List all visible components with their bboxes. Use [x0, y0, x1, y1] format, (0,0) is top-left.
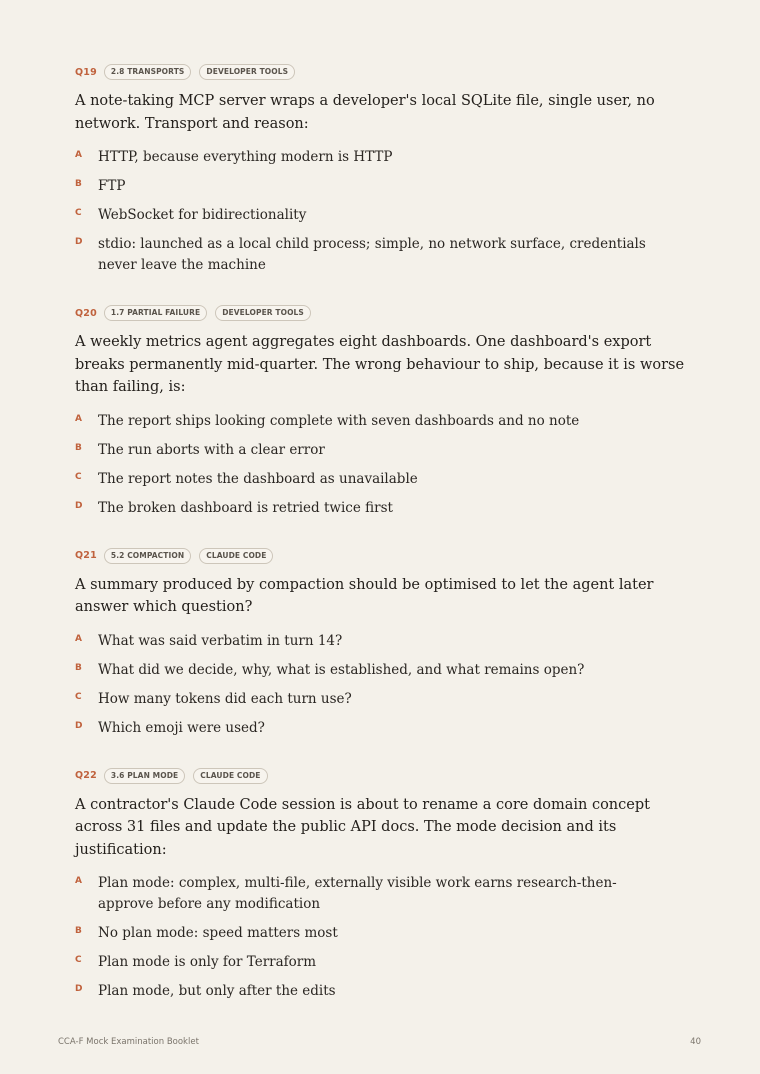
option-letter: C	[75, 691, 82, 702]
option-letter: B	[75, 179, 82, 189]
answer-option	[75, 498, 695, 519]
option-text: Plan mode: complex, multi-file, externally visible work earns research-then-approve before any modification	[98, 875, 617, 912]
booklet-title: CCA-F Mock Examination Booklet	[58, 1037, 199, 1047]
option-letter: A	[75, 876, 82, 886]
option-text: Which emoji were used?	[98, 719, 265, 736]
option-text: What did we decide, why, what is established, and what remains open?	[98, 661, 585, 678]
question-number: Q21	[75, 550, 97, 561]
topic-tag: 3.6 PLAN MODE	[104, 768, 185, 784]
option-text: stdio: launched as a local child process; simple, no network surface, credentials never leave the machine	[98, 236, 646, 273]
option-text: The report ships looking complete with seven dashboards and no note	[98, 412, 580, 429]
answer-options	[75, 873, 695, 1002]
question-number: Q22	[75, 770, 97, 781]
domain-tag: DEVELOPER TOOLS	[215, 305, 311, 321]
question-block	[75, 64, 695, 276]
question-header	[75, 64, 695, 80]
topic-tag: 5.2 COMPACTION	[104, 548, 191, 564]
option-text: The broken dashboard is retried twice first	[98, 499, 393, 516]
option-letter: C	[75, 955, 82, 965]
answer-option	[75, 147, 695, 168]
answer-option	[75, 689, 695, 710]
question-header	[75, 305, 695, 321]
option-text: FTP	[98, 178, 126, 194]
option-letter: A	[75, 413, 82, 424]
question-list	[75, 64, 695, 1031]
question-header	[75, 768, 695, 784]
option-letter: D	[75, 720, 83, 731]
answer-option	[75, 631, 695, 652]
answer-option	[75, 952, 695, 973]
option-text: WebSocket for bidirectionality	[98, 207, 307, 223]
option-text: The run aborts with a clear error	[98, 441, 325, 458]
option-text: How many tokens did each turn use?	[98, 690, 352, 707]
option-letter: D	[75, 500, 83, 511]
question-stem: A contractor's Claude Code session is about to rename a core domain concept across 31 files and update the public API docs. The mode decision and its justification:	[75, 796, 650, 858]
option-letter: B	[75, 926, 82, 936]
option-letter: A	[75, 633, 82, 644]
answer-option	[75, 981, 695, 1002]
page-number: 40	[690, 1037, 701, 1047]
option-letter: C	[75, 208, 82, 218]
domain-tag: DEVELOPER TOOLS	[199, 64, 295, 80]
answer-options	[75, 147, 695, 276]
question-number: Q20	[75, 307, 97, 319]
option-text: HTTP, because everything modern is HTTP	[98, 149, 393, 165]
answer-option	[75, 873, 695, 915]
option-letter: C	[75, 471, 82, 482]
question-block	[75, 548, 695, 739]
answer-option	[75, 469, 695, 490]
answer-options	[75, 411, 695, 519]
question-block	[75, 305, 695, 519]
option-letter: D	[75, 237, 83, 247]
answer-option	[75, 234, 695, 276]
option-letter: B	[75, 662, 82, 673]
answer-options	[75, 631, 695, 739]
question-stem: A note-taking MCP server wraps a developer's local SQLite file, single user, no network. Transport and reason:	[75, 93, 655, 132]
question-number: Q19	[75, 66, 97, 78]
topic-tag: 1.7 PARTIAL FAILURE	[104, 305, 207, 321]
answer-option	[75, 718, 695, 739]
answer-option	[75, 440, 695, 461]
option-letter: A	[75, 150, 82, 160]
answer-option	[75, 411, 695, 432]
option-text: The report notes the dashboard as unavailable	[98, 470, 418, 487]
answer-option	[75, 923, 695, 944]
question-block	[75, 768, 695, 1003]
question-stem: A summary produced by compaction should be optimised to let the agent later answer which question?	[75, 576, 654, 615]
option-text: What was said verbatim in turn 14?	[98, 632, 343, 649]
option-text: Plan mode, but only after the edits	[98, 983, 336, 999]
answer-option	[75, 660, 695, 681]
answer-option	[75, 176, 695, 197]
option-text: No plan mode: speed matters most	[98, 925, 338, 941]
option-letter: B	[75, 442, 82, 453]
question-header	[75, 548, 695, 564]
domain-tag: CLAUDE CODE	[199, 548, 273, 564]
domain-tag: CLAUDE CODE	[193, 768, 267, 784]
question-stem: A weekly metrics agent aggregates eight dashboards. One dashboard's export breaks permanently mid-quarter. The wrong behaviour to ship, because it is worse than failing, is:	[75, 334, 685, 395]
answer-option	[75, 205, 695, 226]
option-text: Plan mode is only for Terraform	[98, 954, 317, 970]
option-letter: D	[75, 984, 83, 994]
topic-tag: 2.8 TRANSPORTS	[104, 64, 192, 80]
